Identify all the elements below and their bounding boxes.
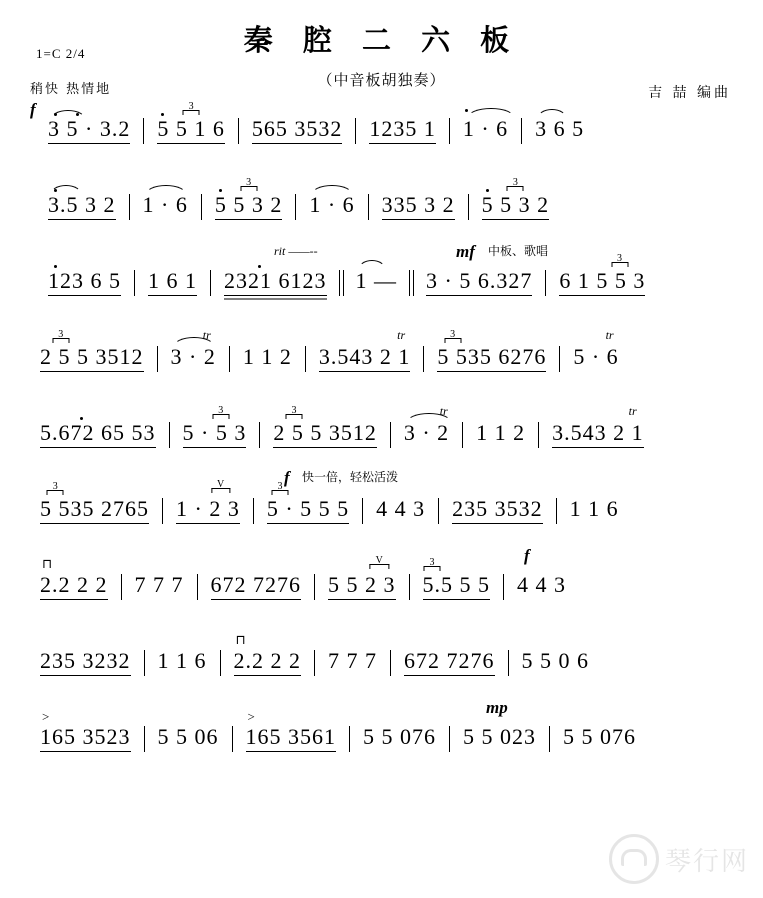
watermark	[609, 834, 749, 884]
barline	[253, 498, 254, 524]
note-group: 3 2 5 5 3512	[273, 422, 377, 452]
barline	[423, 346, 424, 372]
measure	[152, 726, 225, 756]
barline	[349, 726, 350, 752]
measure	[261, 481, 355, 528]
note-group: 3 5 5 3 2	[482, 194, 550, 224]
note-group: 5 5 0 6	[521, 648, 589, 673]
dynamic-forte: f	[30, 100, 36, 119]
measure	[240, 709, 343, 756]
barline	[559, 346, 560, 372]
measure	[267, 405, 383, 452]
measure	[303, 194, 360, 224]
note-group: 1 1 6	[569, 496, 619, 521]
barline	[314, 650, 315, 676]
note-group: 1 —	[356, 270, 398, 300]
note-group: 3 6 1 5 5 3	[559, 270, 645, 300]
measure	[237, 346, 298, 376]
note-group: 3 6 5	[535, 118, 584, 148]
note-group: tr 3.543 2 1	[552, 422, 644, 452]
note-group: tr 3.543 2 1	[319, 346, 411, 376]
measure	[553, 253, 651, 300]
measure	[165, 328, 222, 376]
measure	[34, 650, 137, 680]
barline	[232, 726, 233, 752]
measure	[34, 329, 150, 376]
barline	[121, 574, 122, 600]
barline	[314, 574, 315, 600]
barline	[556, 498, 557, 524]
measure	[516, 650, 596, 680]
note-group: 1 1 2	[242, 344, 292, 369]
page-title: 秦 腔 二 六 板	[243, 23, 520, 57]
note-group: 565 3532	[252, 118, 343, 148]
measure	[457, 726, 542, 756]
page-subtitle: （中音板胡独奏）	[317, 71, 446, 89]
measure	[152, 650, 213, 680]
note-group: tr 3 · 2	[170, 328, 216, 369]
measure	[313, 328, 417, 376]
barline	[259, 422, 260, 448]
barline	[462, 422, 463, 448]
note-group: 1 1 2	[476, 420, 526, 445]
note-group: 2321 6123	[224, 270, 327, 300]
measure	[376, 194, 461, 224]
expression-annotation: 快一倍，轻松活泼	[302, 470, 399, 484]
measure	[322, 555, 402, 604]
music-system-6	[26, 468, 737, 560]
dynamic-forte: f	[284, 468, 290, 487]
barline	[295, 194, 296, 220]
measure	[567, 328, 624, 376]
barline	[229, 346, 230, 372]
music-system-7	[26, 546, 737, 636]
barline	[438, 498, 439, 524]
measure	[398, 650, 501, 680]
measure	[546, 404, 650, 452]
barline	[210, 270, 211, 296]
barline	[238, 118, 239, 144]
double-barline	[409, 270, 414, 296]
measure	[350, 270, 404, 300]
barline	[201, 194, 202, 220]
measure	[34, 709, 137, 756]
music-system-2	[26, 177, 737, 256]
barline	[220, 650, 221, 676]
note-group: 1 6 1	[148, 270, 197, 300]
measure	[420, 270, 538, 300]
music-system-8	[26, 632, 737, 712]
note-group: 1235 1	[369, 118, 436, 148]
barline	[538, 422, 539, 448]
measure	[34, 422, 162, 452]
measure	[564, 498, 625, 528]
measure	[511, 574, 572, 604]
rit-annotation: rit ——--	[274, 244, 318, 258]
key-signature: 1=C 2/4	[36, 46, 86, 61]
measure	[228, 632, 308, 680]
music-system-4	[26, 328, 737, 408]
measure	[557, 726, 642, 756]
measure	[363, 118, 442, 148]
barline	[144, 726, 145, 752]
measure	[218, 270, 333, 300]
barline	[362, 498, 363, 524]
barline	[197, 574, 198, 600]
measure	[137, 194, 194, 224]
watermark-logo-icon	[609, 834, 659, 884]
measure	[470, 422, 531, 452]
note-group: 3 5 · 5 3	[183, 422, 247, 452]
barline	[390, 650, 391, 676]
measure	[457, 118, 514, 148]
note-group: 335 3 2	[382, 194, 455, 224]
note-group: 235 3532	[452, 498, 543, 528]
measure	[446, 498, 549, 528]
note-group: 1 1 6	[157, 648, 207, 673]
tempo-marking: 稍快 热情地	[30, 82, 112, 97]
measure	[129, 574, 190, 604]
music-system-1	[26, 100, 737, 180]
note-group: 7 7 7	[134, 572, 184, 597]
measure	[177, 405, 253, 452]
measure	[42, 270, 127, 300]
measure	[246, 118, 349, 148]
measure	[209, 177, 289, 224]
note-group: ⊓ 2.2 2 2	[234, 650, 302, 680]
dynamic-forte: f	[524, 546, 530, 565]
measure	[322, 650, 383, 680]
measure	[476, 177, 556, 224]
measure	[142, 270, 203, 300]
measure	[42, 194, 122, 224]
barline	[449, 726, 450, 752]
barline	[508, 650, 509, 676]
note-group: 3 5.5 5 5	[423, 574, 491, 604]
measure	[205, 574, 308, 604]
double-barline	[339, 270, 344, 296]
measure	[42, 118, 136, 148]
barline	[162, 498, 163, 524]
note-group: 672 7276	[211, 574, 302, 604]
barline	[503, 574, 504, 600]
dynamic-mezzoforte: mf	[456, 242, 475, 261]
note-group: 3.5 3 2	[48, 194, 116, 224]
barline	[390, 422, 391, 448]
barline	[157, 346, 158, 372]
note-group: > 165 3523	[40, 726, 131, 756]
measure	[431, 329, 552, 376]
measure	[398, 404, 455, 452]
barline	[449, 118, 450, 144]
note-group: 3 5 5 3 2	[215, 194, 283, 224]
note-group: 4 4 3	[517, 572, 566, 597]
measure	[170, 479, 246, 528]
measure	[417, 557, 497, 604]
expression-annotation: 中板、歌唱	[488, 244, 549, 258]
barline	[143, 118, 144, 144]
note-group: 3 5 · 5 5 5	[267, 498, 349, 528]
note-group: 7 7 7	[328, 648, 377, 673]
barline	[355, 118, 356, 144]
measure	[370, 498, 431, 528]
barline	[134, 270, 135, 296]
music-system-9	[26, 698, 737, 788]
measure	[357, 726, 442, 756]
barline	[305, 346, 306, 372]
barline	[169, 422, 170, 448]
note-group: 5 5 06	[157, 724, 219, 749]
note-group: 3 5 535 2765	[40, 498, 149, 528]
note-group: 123 6 5	[48, 270, 121, 300]
note-group: 3 5 5 1 6	[157, 118, 225, 148]
note-group: 3 2 5 5 3512	[40, 346, 144, 376]
note-group: 4 4 3	[376, 496, 426, 521]
note-group: 5 5 076	[363, 724, 436, 749]
measure	[34, 481, 155, 528]
note-group: 3 · 5 6.327	[426, 270, 532, 300]
watermark-text: 琴行网	[664, 846, 749, 877]
note-group: tr 3 · 2	[404, 422, 449, 452]
measure	[529, 118, 590, 148]
barline	[368, 194, 369, 220]
barline	[129, 194, 130, 220]
barline	[545, 270, 546, 296]
note-group: 3 5 535 6276	[437, 346, 546, 376]
note-group: 3 5 · 3.2	[48, 118, 130, 148]
note-group: 672 7276	[404, 650, 495, 680]
note-group: 235 3232	[40, 650, 131, 680]
measure	[151, 101, 231, 148]
barline	[468, 194, 469, 220]
note-group: 1 · 6	[463, 118, 508, 148]
note-group: > 165 3561	[246, 726, 337, 756]
composer-credit: 吉 喆 编曲	[648, 85, 731, 101]
measure	[34, 556, 114, 604]
barline	[549, 726, 550, 752]
note-group: 1 · 6	[143, 194, 188, 224]
dynamic-mezzopiano: mp	[486, 698, 508, 717]
note-group: 5 5 023	[463, 724, 536, 749]
note-group: V 5 5 2 3	[328, 574, 396, 604]
music-system-3	[26, 242, 737, 332]
barline	[521, 118, 522, 144]
barline	[144, 650, 145, 676]
note-group: 5.672 65 53	[40, 422, 156, 452]
note-group: tr 5 · 6	[573, 328, 619, 369]
barline	[409, 574, 410, 600]
note-group: 1 · 6	[309, 194, 354, 224]
note-group: 5 5 076	[563, 724, 636, 749]
note-group: ⊓ 2.2 2 2	[40, 574, 108, 604]
note-group: V 1 · 2 3	[176, 498, 240, 528]
